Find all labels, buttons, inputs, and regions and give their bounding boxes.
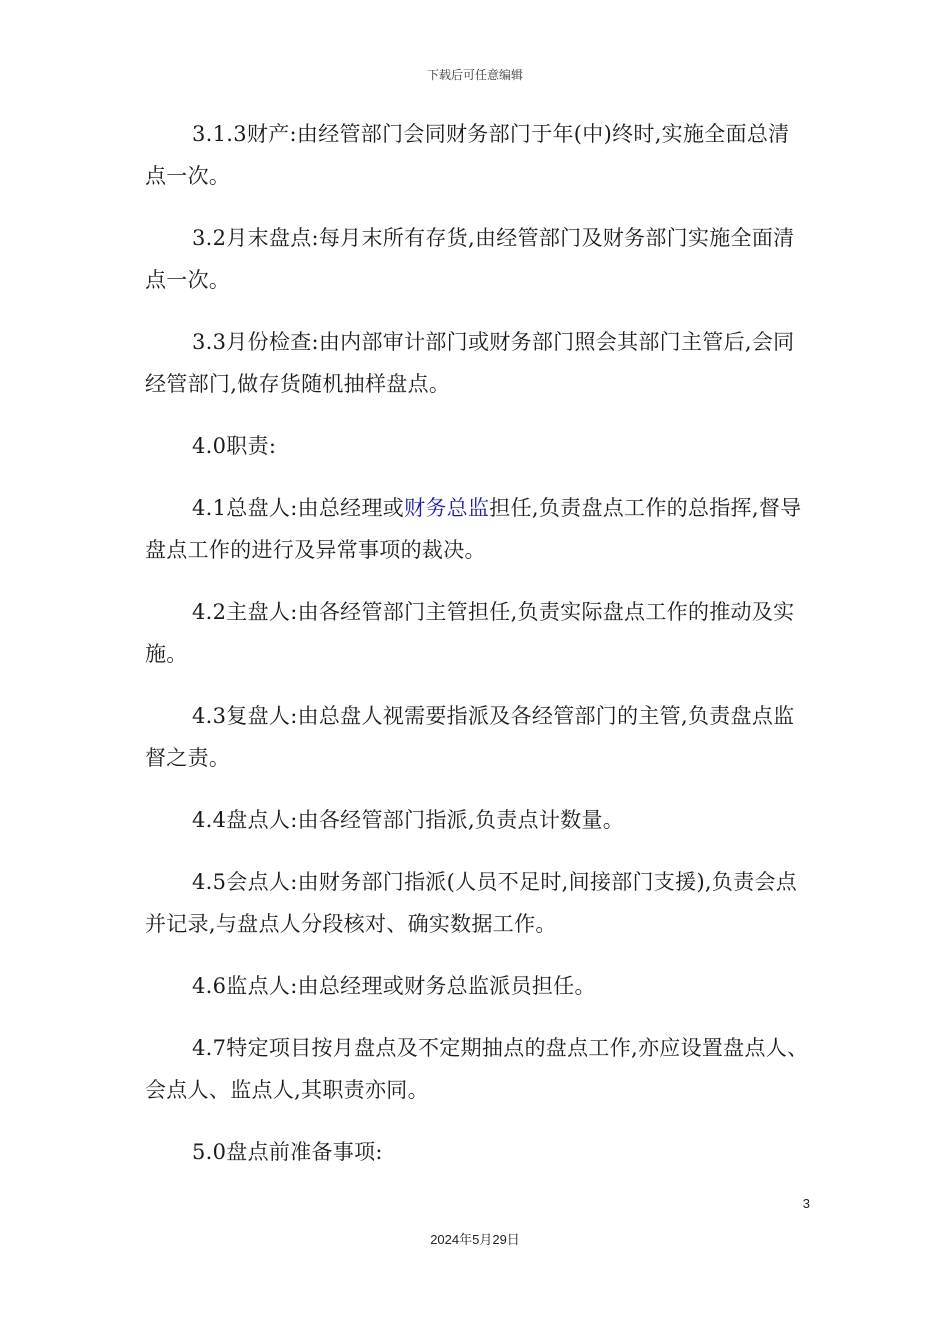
footer-date: 2024年5月29日 bbox=[430, 1232, 520, 1247]
financial-director-link[interactable]: 财务总监 bbox=[404, 496, 490, 520]
section-heading-5-0: 5.0盘点前准备事项: bbox=[192, 1140, 383, 1164]
paragraph-4-2: 4.2主盘人:由各经管部门主管担任,负责实际盘点工作的推动及实施。 bbox=[145, 600, 795, 666]
paragraph-4-7: 4.7特定项目按月盘点及不定期抽点的盘点工作,亦应设置盘点人、会点人、监点人,其职责亦同。 bbox=[145, 1036, 809, 1102]
paragraph-3-3: 3.3月份检查:由内部审计部门或财务部门照会其部门主管后,会同经管部门,做存货随机抽样盘点。 bbox=[145, 330, 795, 396]
paragraph-4-4: 4.4盘点人:由各经管部门指派,负责点计数量。 bbox=[192, 808, 625, 832]
page-number: 3 bbox=[802, 1196, 810, 1211]
paragraph-3-1-3: 3.1.3财产:由经管部门会同财务部门于年(中)终时,实施全面总清点一次。 bbox=[145, 122, 790, 188]
paragraph-4-3: 4.3复盘人:由总盘人视需要指派及各经管部门的主管,负责盘点监督之责。 bbox=[145, 704, 795, 770]
paragraph-4-1-lead: 4.1总盘人:由总经理或 bbox=[192, 496, 405, 520]
section-heading-4-0: 4.0职责: bbox=[192, 434, 277, 458]
paragraph-4-1 bbox=[145, 487, 810, 571]
paragraph-4-5: 4.5会点人:由财务部门指派(人员不足时,间接部门支援),负责会点并记录,与盘点人分段核对、确实数据工作。 bbox=[145, 870, 798, 936]
paragraph-4-6: 4.6监点人:由总经理或财务总监派员担任。 bbox=[192, 974, 596, 998]
paragraph-4-1-rest: 担任,负责盘点工作的总指挥,督导盘点工作的进行及异常事项的裁决。 bbox=[145, 496, 802, 562]
page-header: 下载后可任意编辑 bbox=[426, 68, 523, 82]
document-body bbox=[145, 113, 810, 1193]
paragraph-3-2: 3.2月末盘点:每月末所有存货,由经管部门及财务部门实施全面清点一次。 bbox=[145, 226, 795, 292]
